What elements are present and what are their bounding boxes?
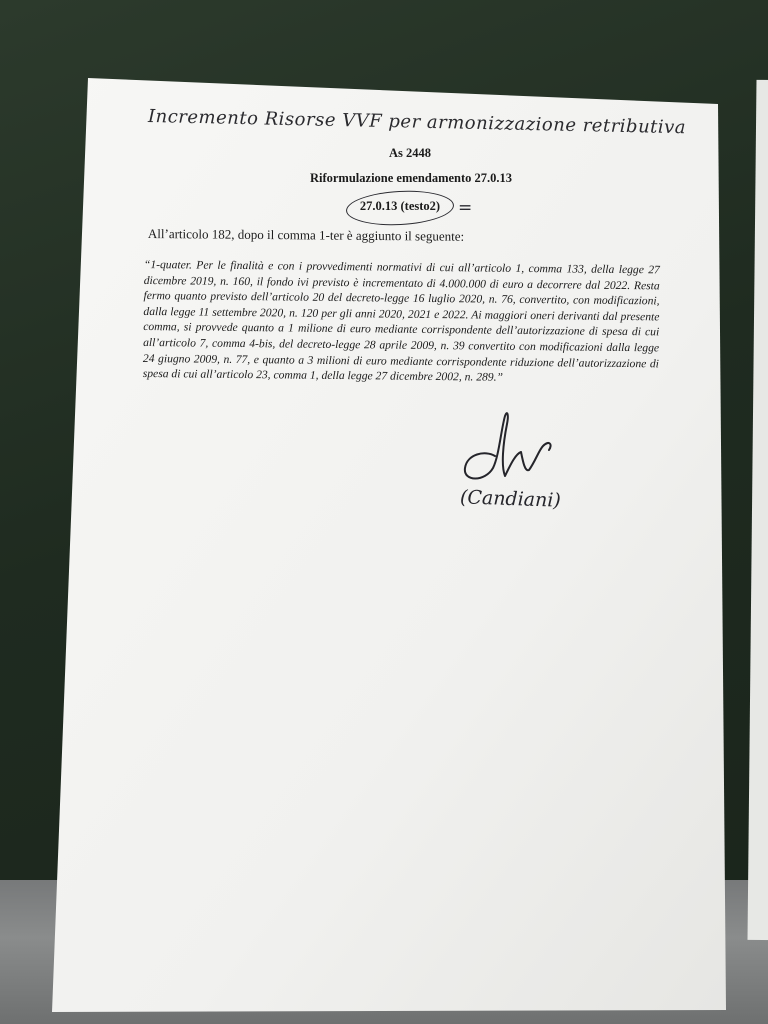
reformulation-title: Riformulazione emendamento 27.0.13 — [309, 171, 513, 185]
amendment-code: 27.0.13 (testo2) — [359, 199, 441, 213]
intro-text: All’articolo 182, dopo il comma 1-ter è aggiunto il seguente: — [147, 226, 465, 244]
hand-drawn-circle — [345, 188, 455, 228]
signature-scribble — [455, 410, 565, 490]
handwritten-title: Incremento Risorse VVF per armonizzazione retributiva — [147, 106, 687, 139]
bill-number: As 2448 — [388, 146, 432, 160]
amendment-paragraph: “1-quater. Per le finalità e con i provvedimenti normativi di cui all’articolo 1, comma 133, della legge 27 dicembre 2019, n. 160, il fondo ivi previsto è incrementato di 4.000.000 di euro a decorrere dal 2022. Resta fermo quanto previsto dell’articolo 20 del decreto-legge 16 luglio 2020, n. 76, convertito, con modificazioni, dalla legge 11 settembre 2020, n. 120 per gli anni 2020, 2021 e 2022. Ai maggiori oneri derivanti dal presente comma, si provvede quanto a 1 milione di euro mediante corrispondente dell’autorizzazione di spesa di cui all’articolo 7, comma 4-bis, del decreto-legge 28 aprile 2009, n. 39 convertito con modificazioni dalla legge 24 giugno 2009, n. 77, e quanto a 3 milioni di euro mediante corrispondente riduzione dell’autorizzazione di spesa di cui all’articolo 23, comma 1, della legge 27 dicembre 2002, n. 289.” — [142, 257, 660, 384]
signature-name: (Candiani) — [459, 486, 562, 512]
amendment-code-block — [350, 193, 450, 225]
handwritten-equals: = — [458, 198, 473, 218]
